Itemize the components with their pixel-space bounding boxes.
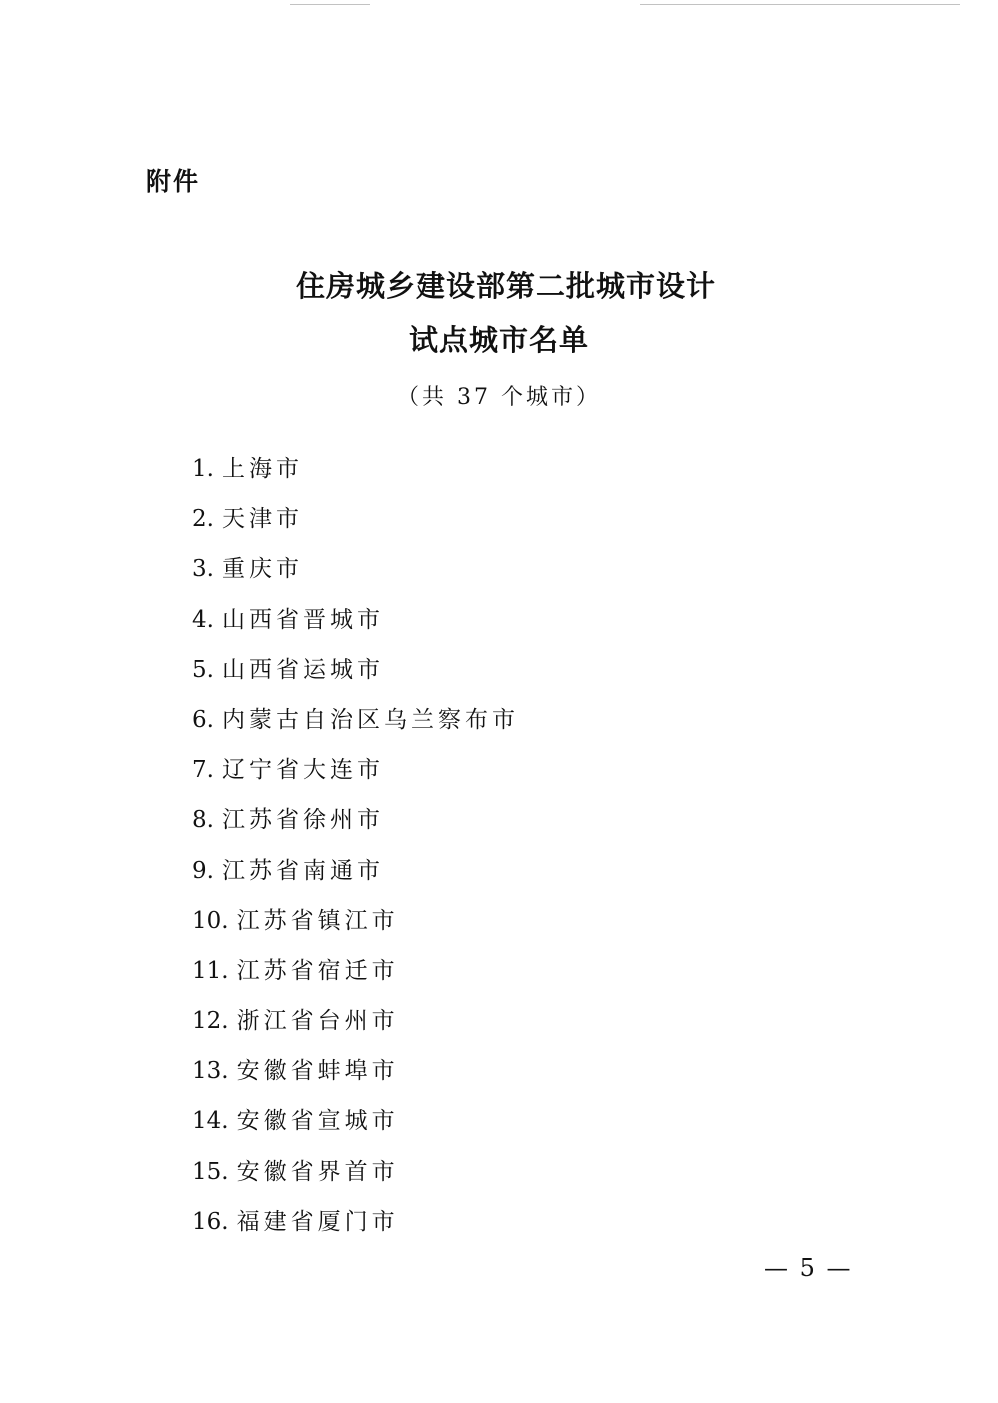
item-number: 4.	[192, 606, 214, 633]
city-name: 浙江省台州市	[236, 1008, 399, 1035]
item-number: 14.	[192, 1108, 229, 1135]
item-number: 5.	[192, 656, 214, 683]
list-item	[192, 752, 519, 802]
list-item	[192, 551, 519, 601]
city-name: 重庆市	[221, 556, 303, 583]
item-number: 8.	[192, 807, 214, 834]
city-name: 江苏省徐州市	[221, 807, 384, 834]
city-name: 江苏省镇江市	[236, 907, 399, 934]
city-name: 山西省晋城市	[221, 606, 384, 633]
city-name: 江苏省宿迁市	[236, 957, 399, 984]
city-name: 安徽省宣城市	[236, 1108, 399, 1135]
city-name: 辽宁省大连市	[221, 757, 384, 784]
city-name: 山西省运城市	[221, 656, 384, 683]
item-number: 12.	[192, 1008, 229, 1035]
document-title-line-2: 试点城市名单	[408, 323, 589, 357]
item-number: 9.	[192, 857, 214, 884]
list-item	[192, 652, 519, 702]
city-list	[192, 451, 519, 1254]
attachment-label: 附件	[146, 167, 201, 196]
list-item	[192, 1053, 519, 1103]
city-name: 上海市	[221, 456, 303, 482]
document-subtitle: （共 37 个城市）	[397, 385, 601, 410]
item-number: 6.	[192, 706, 214, 733]
city-name: 江苏省南通市	[221, 857, 384, 884]
city-name: 内蒙古自治区乌兰察布市	[221, 706, 519, 733]
item-number: 11.	[192, 957, 229, 984]
list-item	[192, 451, 519, 501]
list-item	[192, 853, 519, 903]
scan-edge-line	[640, 4, 960, 5]
item-number: 7.	[192, 757, 214, 784]
list-item	[192, 1154, 519, 1204]
list-item	[192, 802, 519, 852]
item-number: 16.	[192, 1208, 229, 1235]
item-number: 2.	[192, 506, 214, 533]
city-name: 安徽省界首市	[236, 1158, 399, 1185]
city-name: 天津市	[221, 506, 303, 533]
list-item	[192, 602, 519, 652]
list-item	[192, 903, 519, 953]
item-number: 1.	[192, 456, 214, 482]
item-number: 10.	[192, 907, 229, 934]
item-number: 3.	[192, 556, 214, 583]
city-name: 福建省厦门市	[236, 1208, 399, 1235]
list-item	[192, 1204, 519, 1254]
list-item	[192, 1103, 519, 1153]
item-number: 13.	[192, 1058, 229, 1085]
scan-edge-line	[290, 4, 370, 5]
city-name: 安徽省蚌埠市	[236, 1058, 399, 1085]
list-item	[192, 501, 519, 551]
list-item	[192, 1003, 519, 1053]
list-item	[192, 953, 519, 1003]
list-item	[192, 702, 519, 752]
item-number: 15.	[192, 1158, 229, 1185]
document-title-line-1: 住房城乡建设部第二批城市设计	[295, 269, 716, 303]
page-number: — 5 —	[764, 1254, 853, 1282]
